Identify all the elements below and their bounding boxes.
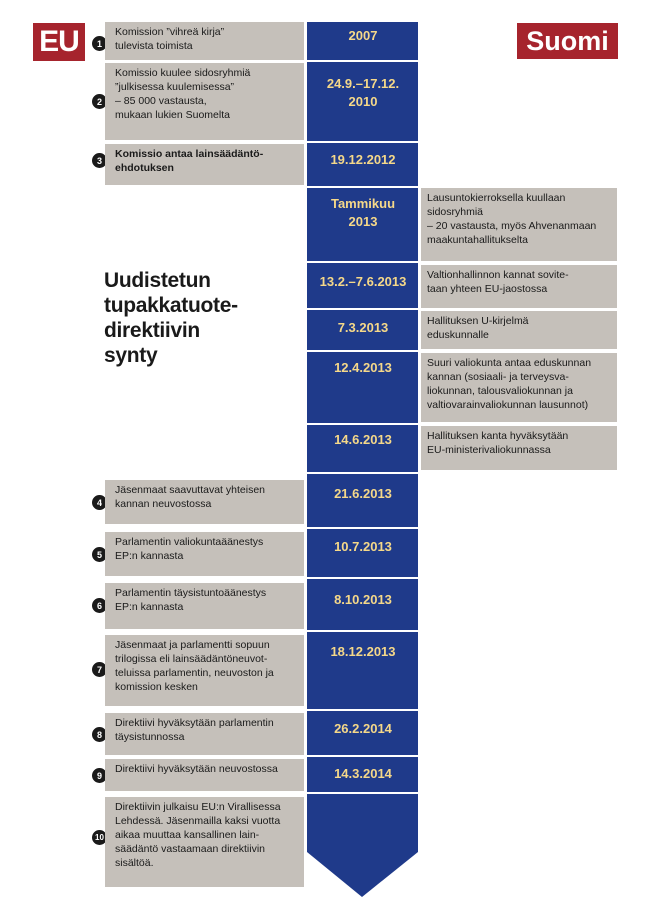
eu-step-box: Parlamentin täysistuntoäänestys EP:n kannasta <box>105 583 304 629</box>
step-number: 6 <box>92 598 107 613</box>
step-number: 9 <box>92 768 107 783</box>
suomi-badge: Suomi <box>517 23 618 59</box>
eu-step-box: Parlamentin valiokuntaäänestys EP:n kannasta <box>105 532 304 576</box>
step-number: 5 <box>92 547 107 562</box>
fi-step-box: Valtionhallinnon kannat sovite- taan yhteen EU-jaostossa <box>421 265 617 308</box>
date-2007: 2007 <box>348 28 378 43</box>
date-2012: 19.12.2012 <box>330 152 396 167</box>
step-number: 2 <box>92 94 107 109</box>
eu-step-box: Komissio antaa lainsäädäntö- ehdotuksen <box>105 144 304 185</box>
date-7-3-2013: 7.3.2013 <box>337 320 389 335</box>
diagram-title: Uudistetun tupakkatuote- direktiivin synty <box>104 269 238 367</box>
date-10-7-2013: 10.7.2013 <box>334 539 392 554</box>
step-number: 7 <box>92 662 107 677</box>
step-number: 1 <box>92 36 107 51</box>
step-number: 3 <box>92 153 107 168</box>
eu-step-box: Komissio kuulee sidosryhmiä ”julkisessa kuulemisessa” – 85 000 vastausta, mukaan lukien Suomelta <box>105 63 304 140</box>
eu-step-box: Jäsenmaat ja parlamentti sopuun trilogissa eli lainsäädäntöneuvot- teluissa parlamentin, neuvoston ja komission kesken <box>105 635 304 706</box>
date-14-3-2014: 14.3.2014 <box>334 766 392 781</box>
fi-step-box: Hallituksen kanta hyväksytään EU-ministerivaliokunnassa <box>421 426 617 470</box>
eu-step-box: Jäsenmaat saavuttavat yhteisen kannan neuvostossa <box>105 480 304 524</box>
fi-step-box: Hallituksen U-kirjelmä eduskunnalle <box>421 311 617 349</box>
step-number: 8 <box>92 727 107 742</box>
step-number: 10 <box>92 830 107 845</box>
date-26-2-2014: 26.2.2014 <box>334 721 392 736</box>
date-2010: 24.9.–17.12. 2010 <box>326 76 400 109</box>
date-jan-2013: Tammikuu 2013 <box>330 196 396 229</box>
eu-badge: EU <box>33 23 85 61</box>
eu-step-box: Komission ”vihreä kirja” tulevista toimista <box>105 22 304 60</box>
step-number: 4 <box>92 495 107 510</box>
fi-step-box: Lausuntokierroksella kuullaan sidosryhmiä – 20 vastausta, myös Ahvenanmaan maakuntahallitukselta <box>421 188 617 261</box>
fi-step-box: Suuri valiokunta antaa eduskunnan kannan (sosiaali- ja terveysva- liokunnan, talousvaliokunnan ja valtiovarainvaliokunnan lausunnot) <box>421 353 617 422</box>
date-14-6-2013: 14.6.2013 <box>334 432 392 447</box>
eu-step-box: Direktiivi hyväksytään neuvostossa <box>105 759 304 791</box>
eu-step-box: Direktiivi hyväksytään parlamentin täysistunnossa <box>105 713 304 755</box>
date-21-6-2013: 21.6.2013 <box>334 486 392 501</box>
date-18-12-2013: 18.12.2013 <box>330 644 396 659</box>
eu-step-box: Direktiivin julkaisu EU:n Virallisessa Lehdessä. Jäsenmailla kaksi vuotta aikaa muuttaa kansallinen lain- säädäntö vastaamaan direktiivin sisältöä. <box>105 797 304 887</box>
date-feb-jun-2013: 13.2.–7.6.2013 <box>319 274 407 289</box>
date-8-10-2013: 8.10.2013 <box>334 592 392 607</box>
date-12-4-2013: 12.4.2013 <box>334 360 392 375</box>
